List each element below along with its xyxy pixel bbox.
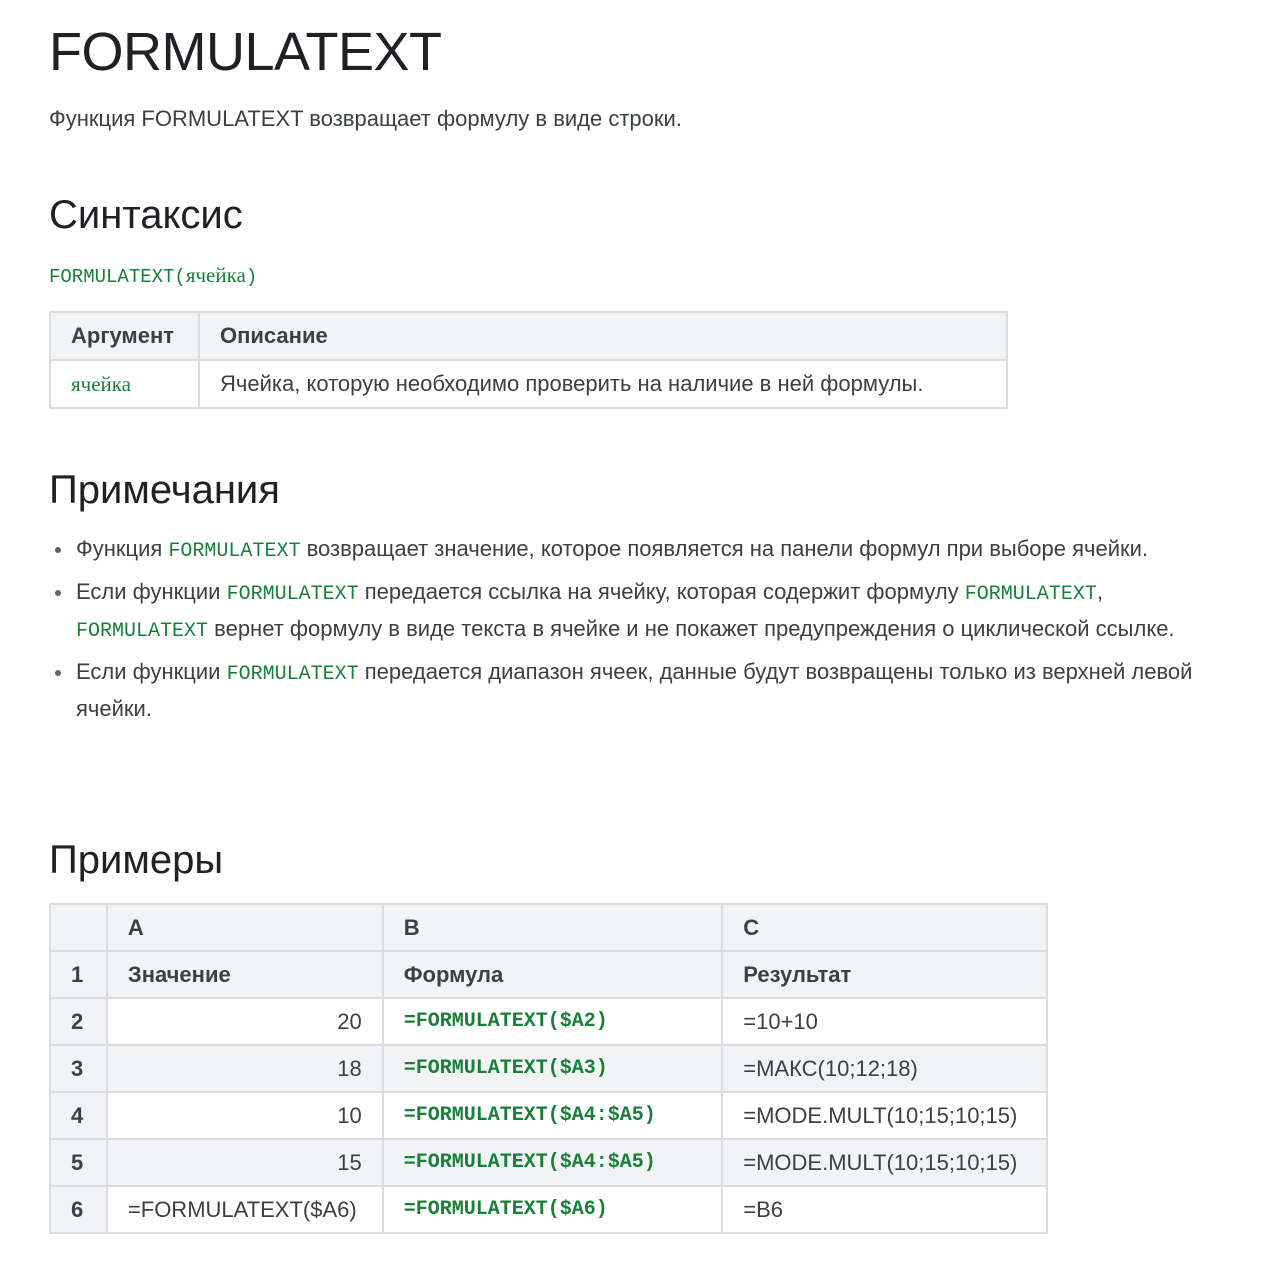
header-formula: Формула xyxy=(383,951,723,998)
syntax-signature xyxy=(49,262,257,290)
note-text: Если функции xyxy=(76,579,227,604)
row-number: 5 xyxy=(50,1139,107,1186)
argument-description: Ячейка, которую необходимо проверить на наличие в ней формулы. xyxy=(199,360,1007,408)
row-number: 3 xyxy=(50,1045,107,1092)
argument-name: ячейка xyxy=(50,360,199,408)
inline-code: FORMULATEXT xyxy=(964,583,1097,606)
inline-code: FORMULATEXT xyxy=(226,583,359,606)
table-row xyxy=(50,1139,1047,1186)
note-text: Если функции xyxy=(76,659,227,684)
syntax-fn: FORMULATEXT xyxy=(49,266,175,288)
cell-result: =MODE.MULT(10;15;10;15) xyxy=(722,1139,1047,1186)
row-number: 1 xyxy=(50,951,107,998)
cell-formula: =FORMULATEXT($A2) xyxy=(383,998,723,1045)
note-text: передается диапазон ячеек, данные будут возвращены только из верхней левой ячейки. xyxy=(76,659,1193,721)
arguments-header-desc: Описание xyxy=(199,312,1007,360)
arguments-table xyxy=(49,311,1008,409)
cell-result: =10+10 xyxy=(722,998,1047,1045)
note-text: передается ссылка на ячейку, которая содержит формулу xyxy=(358,579,965,604)
arguments-header-row xyxy=(50,312,1007,360)
examples-header-row xyxy=(50,951,1047,998)
examples-heading: Примеры xyxy=(49,838,224,882)
table-row xyxy=(50,998,1047,1045)
note-text: возвращает значение, которое появляется на панели формул при выборе ячейки. xyxy=(300,536,1149,561)
row-number: 4 xyxy=(50,1092,107,1139)
table-row xyxy=(50,1045,1047,1092)
syntax-open: ( xyxy=(174,266,186,288)
table-row xyxy=(50,1186,1047,1233)
cell-value: 10 xyxy=(107,1092,383,1139)
arguments-header-arg: Аргумент xyxy=(50,312,199,360)
note-text: , xyxy=(1096,579,1103,604)
table-row xyxy=(50,1092,1047,1139)
column-letter-b: B xyxy=(383,904,723,951)
column-letters-row xyxy=(50,904,1047,951)
row-number: 6 xyxy=(50,1186,107,1233)
note-text: вернет формулу в виде текста в ячейке и не покажет предупреждения о циклической ссылке. xyxy=(208,616,1175,641)
inline-code: FORMULATEXT xyxy=(226,663,359,686)
list-item xyxy=(49,575,1239,649)
corner-cell xyxy=(50,904,107,951)
column-letter-a: A xyxy=(107,904,383,951)
note-text: Функция xyxy=(76,536,169,561)
column-letter-c: C xyxy=(722,904,1047,951)
examples-table xyxy=(49,903,1048,1234)
inline-code: FORMULATEXT xyxy=(168,540,301,563)
page-title: FORMULATEXT xyxy=(49,22,442,82)
table-row xyxy=(50,360,1007,408)
intro-text: Функция FORMULATEXT возвращает формулу в виде строки. xyxy=(49,106,682,131)
cell-result: =B6 xyxy=(722,1186,1047,1233)
syntax-close: ) xyxy=(245,266,258,288)
header-result: Результат xyxy=(722,951,1047,998)
row-number: 2 xyxy=(50,998,107,1045)
header-value: Значение xyxy=(107,951,383,998)
cell-value: =FORMULATEXT($A6) xyxy=(107,1186,383,1233)
cell-value: 18 xyxy=(107,1045,383,1092)
cell-result: =MODE.MULT(10;15;10;15) xyxy=(722,1092,1047,1139)
cell-formula: =FORMULATEXT($A6) xyxy=(383,1186,723,1233)
cell-result: =МАКС(10;12;18) xyxy=(722,1045,1047,1092)
cell-formula: =FORMULATEXT($A4:$A5) xyxy=(383,1139,723,1186)
list-item xyxy=(49,532,1239,569)
syntax-arg: ячейка xyxy=(185,263,246,287)
cell-formula: =FORMULATEXT($A4:$A5) xyxy=(383,1092,723,1139)
inline-code: FORMULATEXT xyxy=(76,620,209,643)
notes-list xyxy=(49,532,1239,732)
cell-value: 20 xyxy=(107,998,383,1045)
syntax-heading: Синтаксис xyxy=(49,193,243,237)
notes-heading: Примечания xyxy=(49,468,280,512)
cell-value: 15 xyxy=(107,1139,383,1186)
cell-formula: =FORMULATEXT($A3) xyxy=(383,1045,723,1092)
list-item xyxy=(49,655,1239,726)
